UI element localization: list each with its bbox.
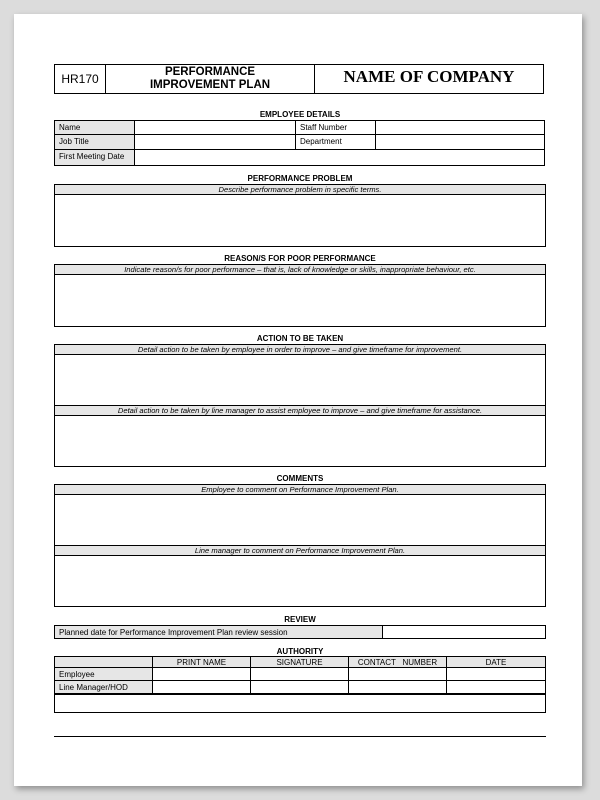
- comments-employee-hint: Employee to comment on Performance Improvement Plan.: [54, 484, 546, 495]
- reasons-textarea[interactable]: [54, 275, 546, 327]
- job-title-label: Job Title: [54, 134, 135, 150]
- reasons-hint: Indicate reason/s for poor performance – that is, lack of knowledge or skills, inappropriate behaviour, etc.: [54, 264, 546, 275]
- form-code-cell: [54, 64, 106, 94]
- authority-col-signature: SIGNATURE: [250, 656, 349, 668]
- comments-heading: COMMENTS: [276, 474, 324, 483]
- performance-problem-heading: PERFORMANCE PROBLEM: [247, 174, 353, 183]
- authority-col-date: DATE: [446, 656, 546, 668]
- first-meeting-label: First Meeting Date: [54, 149, 135, 166]
- employee-date-field[interactable]: [446, 667, 546, 681]
- first-meeting-field[interactable]: [134, 149, 545, 166]
- authority-col-print-name: PRINT NAME: [152, 656, 251, 668]
- authority-footer-box: [54, 693, 546, 713]
- footer-divider: [54, 736, 546, 737]
- review-date-label: Planned date for Performance Improvement Plan review session: [54, 625, 383, 639]
- form-title-cell: [105, 64, 315, 94]
- manager-date-field[interactable]: [446, 680, 546, 694]
- document-page: [14, 14, 582, 786]
- authority-heading: AUTHORITY: [276, 647, 324, 656]
- department-field[interactable]: [375, 134, 545, 150]
- action-employee-textarea[interactable]: [54, 355, 546, 406]
- company-name: NAME OF COMPANY: [343, 67, 515, 86]
- authority-col-contact-number: CONTACT NUMBER: [348, 656, 447, 668]
- name-label: Name: [54, 120, 135, 135]
- employee-signature-field[interactable]: [250, 667, 349, 681]
- action-employee-hint: Detail action to be taken by employee in order to improve – and give timeframe for improvement.: [54, 344, 546, 355]
- employee-contact-field[interactable]: [348, 667, 447, 681]
- form-code: HR170: [61, 72, 99, 86]
- comments-manager-hint: Line manager to comment on Performance Improvement Plan.: [54, 545, 546, 556]
- form-title-line2: IMPROVEMENT PLAN: [149, 79, 271, 91]
- staff-number-field[interactable]: [375, 120, 545, 135]
- employee-print-name-field[interactable]: [152, 667, 251, 681]
- employee-details-heading: EMPLOYEE DETAILS: [259, 110, 341, 119]
- authority-row-manager-label: Line Manager/HOD: [54, 680, 153, 694]
- performance-problem-hint: Describe performance problem in specific terms.: [54, 184, 546, 195]
- name-field[interactable]: [134, 120, 296, 135]
- action-manager-textarea[interactable]: [54, 416, 546, 467]
- manager-contact-field[interactable]: [348, 680, 447, 694]
- review-date-field[interactable]: [382, 625, 546, 639]
- manager-print-name-field[interactable]: [152, 680, 251, 694]
- review-heading: REVIEW: [284, 615, 316, 624]
- performance-problem-textarea[interactable]: [54, 195, 546, 247]
- action-manager-hint: Detail action to be taken by line manager to assist employee to improve – and give timeframe for assistance.: [54, 405, 546, 416]
- reasons-heading: REASON/S FOR POOR PERFORMANCE: [224, 254, 376, 263]
- job-title-field[interactable]: [134, 134, 296, 150]
- action-heading: ACTION TO BE TAKEN: [256, 334, 344, 343]
- comments-employee-textarea[interactable]: [54, 495, 546, 546]
- form-title-line1: PERFORMANCE: [164, 66, 256, 78]
- comments-manager-textarea[interactable]: [54, 556, 546, 607]
- department-label: Department: [295, 134, 376, 150]
- authority-row-employee-label: Employee: [54, 667, 153, 681]
- company-name-cell: [314, 64, 544, 94]
- manager-signature-field[interactable]: [250, 680, 349, 694]
- staff-number-label: Staff Number: [295, 120, 376, 135]
